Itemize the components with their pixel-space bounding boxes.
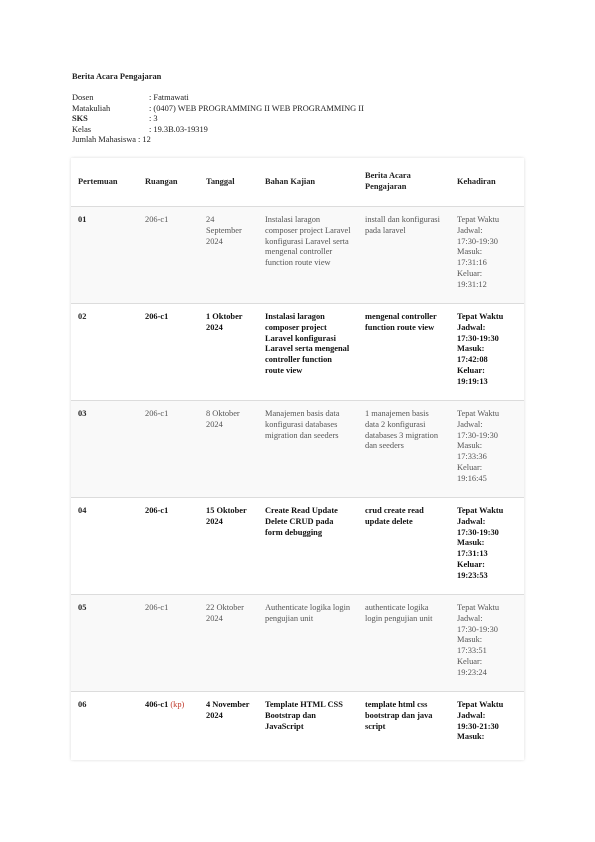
attendance-line: 17:30-19:30: [457, 430, 498, 440]
attendance-line: Jadwal:: [457, 516, 486, 526]
room-code: 206-c1: [145, 506, 169, 515]
meta-key: Matakuliah: [72, 103, 111, 113]
cell-pertemuan: 06: [71, 692, 138, 748]
table-row: [71, 595, 524, 692]
attendance-line: Masuk:: [457, 441, 483, 451]
attendance-line: Masuk:: [457, 344, 485, 354]
meta-value: : 19.3B.03-19319: [149, 124, 208, 134]
table-row: [71, 207, 524, 304]
cell-tanggal: 22 Oktober 2024: [199, 595, 258, 692]
cell-tanggal: 4 November 2024: [199, 692, 258, 748]
column-header: Ruangan: [145, 176, 178, 186]
meta-row-dosen: [72, 93, 364, 104]
cell-tanggal: 24 September 2024: [199, 207, 258, 304]
attendance-line: 17:30-19:30: [457, 624, 498, 634]
attendance-line: 19:19:13: [457, 376, 488, 386]
cell-tanggal: 15 Oktober 2024: [199, 498, 258, 595]
cell-bahan-kajian: Manajemen basis data konfigurasi databases migration dan seeders: [258, 401, 358, 498]
cell-pertemuan: 05: [71, 595, 138, 692]
table-row: [71, 304, 524, 401]
attendance-line: Tepat Waktu: [457, 603, 500, 612]
attendance-line: Jadwal:: [457, 710, 486, 720]
attendance-line: Tepat Waktu: [457, 312, 504, 321]
attendance-line: Masuk:: [457, 732, 485, 742]
cell-berita-acara: mengenal controller function route view: [358, 304, 450, 401]
table-row: [71, 498, 524, 595]
attendance-line: 17:42:08: [457, 355, 488, 365]
course-meta: [72, 93, 364, 146]
room-code: 206-c1: [145, 215, 169, 224]
attendance-line: Masuk:: [457, 538, 485, 548]
meta-value: : (0407) WEB PROGRAMMING II WEB PROGRAMMING II: [149, 103, 364, 113]
meta-row-matakuliah: [72, 104, 364, 115]
meta-value: : Fatmawati: [149, 93, 189, 102]
meta-key: Kelas: [72, 124, 92, 134]
cell-pertemuan: 02: [71, 304, 138, 401]
attendance-line: Jadwal:: [457, 225, 483, 235]
attendance-line: Tepat Waktu: [457, 215, 500, 224]
column-header: Kehadiran: [457, 176, 496, 186]
attendance-line: Masuk:: [457, 635, 483, 645]
column-header: Berita Acara Pengajaran: [365, 171, 411, 191]
meta-value: : 12: [137, 135, 151, 145]
meta-row-sks: [72, 114, 364, 125]
attendance-line: Keluar:: [457, 462, 483, 472]
attendance-line: 17:30-19:30: [457, 527, 499, 537]
meta-key: SKS: [72, 114, 88, 124]
column-header: Bahan Kajian: [265, 176, 316, 186]
attendance-line: 17:30-19:30: [457, 236, 498, 246]
cell-bahan-kajian: Instalasi laragon composer project Laravel konfigurasi Laravel serta mengenal controller function route view: [258, 207, 358, 304]
table-row: [71, 692, 524, 748]
cell-tanggal: 1 Oktober 2024: [199, 304, 258, 401]
attendance-line: 17:31:16: [457, 258, 487, 268]
attendance-table: [71, 158, 524, 748]
meta-value: : 3: [149, 114, 158, 124]
cell-berita-acara: 1 manajemen basis data 2 konfigurasi databases 3 migration dan seeders: [358, 401, 450, 498]
attendance-line: Tepat Waktu: [457, 700, 504, 709]
attendance-line: Tepat Waktu: [457, 409, 500, 418]
cell-ruangan: [138, 595, 199, 692]
attendance-line: 19:16:45: [457, 473, 487, 483]
cell-ruangan: [138, 207, 199, 304]
attendance-line: 17:33:51: [457, 646, 487, 656]
attendance-line: 19:30-21:30: [457, 721, 499, 731]
cell-bahan-kajian: Create Read Update Delete CRUD pada form debugging: [258, 498, 358, 595]
page-title: Berita Acara Pengajaran: [72, 72, 162, 81]
cell-kehadiran: [450, 498, 524, 595]
attendance-line: Tepat Waktu: [457, 506, 504, 515]
cell-pertemuan: 03: [71, 401, 138, 498]
attendance-line: Keluar:: [457, 365, 485, 375]
cell-ruangan: [138, 498, 199, 595]
cell-pertemuan: 01: [71, 207, 138, 304]
meta-row-jumlah-mahasiswa: [72, 135, 364, 146]
attendance-table-wrap: [71, 158, 524, 748]
cell-berita-acara: template html css bootstrap dan java script: [358, 692, 450, 748]
cell-kehadiran: [450, 595, 524, 692]
cell-pertemuan: 04: [71, 498, 138, 595]
attendance-line: 17:30-19:30: [457, 333, 499, 343]
cell-tanggal: 8 Oktober 2024: [199, 401, 258, 498]
column-header: Pertemuan: [78, 176, 118, 186]
attendance-line: 19:23:24: [457, 667, 487, 677]
attendance-line: 19:31:12: [457, 279, 487, 289]
attendance-line: Keluar:: [457, 656, 483, 666]
cell-bahan-kajian: Authenticate logika login pengujian unit: [258, 595, 358, 692]
cell-bahan-kajian: Template HTML CSS Bootstrap dan JavaScript: [258, 692, 358, 748]
room-code: 206-c1: [145, 603, 169, 612]
attendance-line: Jadwal:: [457, 419, 483, 429]
attendance-line: Jadwal:: [457, 322, 486, 332]
room-flag: (kp): [170, 700, 185, 709]
cell-ruangan: [138, 304, 199, 401]
cell-kehadiran: [450, 401, 524, 498]
cell-berita-acara: install dan konfigurasi pada laravel: [358, 207, 450, 304]
meta-key: Dosen: [72, 93, 94, 102]
cell-berita-acara: crud create read update delete: [358, 498, 450, 595]
table-header-row: [71, 158, 524, 207]
attendance-line: 17:31:13: [457, 549, 488, 559]
cell-bahan-kajian: Instalasi laragon composer project Laravel konfigurasi Laravel serta mengenal controller function route view: [258, 304, 358, 401]
room-code: 406-c1: [145, 700, 169, 709]
cell-ruangan: [138, 401, 199, 498]
attendance-line: 17:33:36: [457, 452, 487, 462]
attendance-line: Masuk:: [457, 247, 483, 257]
cell-ruangan: [138, 692, 199, 748]
table-row: [71, 401, 524, 498]
meta-row-kelas: [72, 125, 364, 136]
attendance-line: 19:23:53: [457, 570, 488, 580]
meta-key: Jumlah Mahasiswa: [72, 135, 136, 145]
attendance-line: Jadwal:: [457, 613, 483, 623]
room-code: 206-c1: [145, 409, 169, 418]
room-code: 206-c1: [145, 312, 169, 321]
cell-kehadiran: [450, 304, 524, 401]
attendance-line: Keluar:: [457, 268, 483, 278]
cell-kehadiran: [450, 207, 524, 304]
cell-kehadiran: [450, 692, 524, 748]
attendance-line: Keluar:: [457, 559, 485, 569]
cell-berita-acara: authenticate logika login pengujian unit: [358, 595, 450, 692]
column-header: Tanggal: [206, 176, 235, 186]
